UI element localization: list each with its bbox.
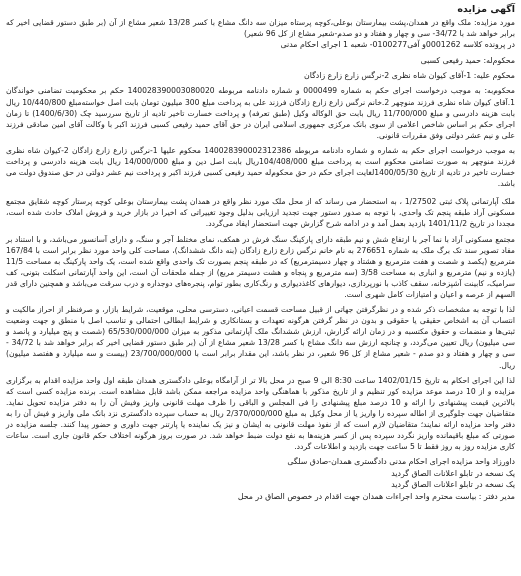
posting-note-2: یک نسخه در تابلو اعلانات الصاق گردید xyxy=(391,480,515,490)
posting-note: یک نسخه در تابلو اعلانات الصاق گردید xyxy=(391,468,515,478)
property-description: ملک آپارتمانی پلاک ثبتی 1/27502 ، به استحضار می رساند که از محل ملک مورد نظر واقع در همدان پشت بیمارستان بوعلی کوچه پرستار کوچه شقایق مجتمع مسکونی آراد طبقه پنجم تک واحدی، با توجه به صدور دستور جهت تجدید ارزیابی بدلیل وجود تغییراتی که اخیرا در بازار خرید و فروش املاک حادث شده است، مجددا در تاریخ 1401/11/2 بازدید بعمل آمد و در ادامه شرح گزارش جهت استحضار ایفاد می‌گردد. xyxy=(6,197,515,229)
notice-title: آگهی مزایده xyxy=(457,4,515,15)
auction-subject: مورد مزایده: ملک واقع در همدان،پشت بیمارستان بوعلی،کوچه پرستاه میزان سه دانگ مشاع با کسر 13/28 شعیر مشاع از آن (بر طبق دستور قضایی اخیر که برابر خواهد شد با 34/72- سی و چهار و هفتاد و دو صدم-شعیر مشاع از کل 96 شعیر) xyxy=(6,18,515,39)
auction-terms: لذا این اجرای احکام به تاریخ 1402/01/15 ساعت 8:30 الی 9 صبح در محل بالا تر از آرامگاه بوعلی دادگستری همدان طبقه اول واحد مزایده اقدام به برگزاری مزایده و از 10 درصد موعد مزایده کور تنظیم و از تاریخ مذکور با هماهنگی واحد مزایده مراجعه ممکن باشد قابل مشاهده است. برنده مزایده کسی است که بالاترین قیمت پیشنهادی را ارائه و 10 درصد مبلغ پیشنهادی را فی المجلس و الباقی را ظرف مهلت قانونی واریز وفیش آن را به دفتر مزایده تحویل نماید. متقاضیان جهت جلوگیری از اطاله سپرده را واریز یا از محل وکیل به مبلغ 2/370/000/000 ریال به حساب سپرده دادگستری نزد بانک ملی واریز و فیش آن را به دفتر واحد مزایده ارائه نمایند؛ متقاضیان لازم است که از نفوذ مهلت قانونی به ایشان و نیز یک نماینده یا پارتنر جهت داوری و حضور پیدا کنند. جلسه مزایده در صورتی که مبلغ باقیمانده واریز نگردد سپرده پس از کسر هزینه‌ها به نفع دولت ضبط خواهد شد. در صورت بروز هرگونه اختلاف حکم قانون جاری است. ساعات کاری مزایده روز به روز فقط تا 5 ساعت جهت بازدید و اطلاعات گردد. xyxy=(6,375,516,452)
office-signature: داورزاد واحد مزایده اجرای احکام مدنی دادگستری همدان-صادق سلگی xyxy=(287,457,515,467)
building-description: مجتمع مسکونی آراد با نما آجر با ارتفاع شش و نیم طبقه دارای پارکینگ سنگ فرش در همکف، نمای مختلط آجر و سنگ، و دارای آسانسور می‌باشد، و با استناد بر مفاد تصویر سند تک برگ ملک به شماره 276651 به نام خانم نرگس زارع زارع زادگان (بنه دانگ ششدانگ)، مساحت کلی واحد مورد نظر برابر است با 167/84 مترمربع (یکصد و شصت و هفت مترمربع و هشتاد و چهار دسیمترمربع) که در طبقه پنجم بصورت تک واحدی واقع شده است، یک واحد پارکینگ به مساحت 11/5 (یازده و نیم) مترمربع و انباری به مساحت 3/58 (سه مترمربع و پنجاه و هشت دسیمتر مربع) از جمله ملحقات آن است، این واحد آپارتمانی اسکلت بتونی، کف سرامیک، کابینت آشپزخانه، سقف کاذب با نورپردازی، دیوارهای کاغذدیواری و رنگ‌کاری بطور توام، پنجره‌های دوجداره و درب سرقت می‌باشد و همچنین دارای قدر السهم از عرصه و اعیان و امتیازات کامل شهری است. xyxy=(6,234,515,299)
defendants-line: محکوم علیه: 1-آقای کیوان شاه نظری 2-نرگس زارع زارع زادگان xyxy=(303,71,515,80)
judgment-paragraph-2: به موجب درخواست اجرای حکم به شماره و شماره دادنامه مربوطه 140028390002312386 محکوم علیها 1-نرگس زارع زارع زادگان 2-کیوان شاه نظری فرزند منوچهر به صورت تضامنی محکوم است به پرداخت مبلغ 104/408/000ریال بابت اصل دین و مبلغ 14/000/000 ریال بابت هزینه دادرسی و پرداخت خسارت تاخیر در تادیه از تاریخ 1400/05/30لغایت اجرای حکم در حق محکوم‌له حمید رفیعی کسبی فرزند اکبر و پرداخت نیم عشر دولتی در حق صندوق دولت می باشد. xyxy=(6,145,516,189)
case-number: در پرونده کلاسه 0001262و آفی0100277- شعبه 1 اجرای احکام مدنی xyxy=(280,40,515,50)
plaintiff-line: محکوم‌له: حمید رفیعی کسبی xyxy=(420,55,515,65)
clerk-note: مدیر دفتر : بیاست محترم واحد اجراءات همدان جهت اقدام در خصوص الصاق در محل xyxy=(237,491,515,501)
valuation-paragraph: لذا با توجه به مشخصات ذکر شده و در نظرگرفتن جهاتی از قبیل مساحت قسمت اعیانی، دسترسی محلی، موقعیت، شرایط بازار، و صرفنظر از احراز مالکیت و انتساب آن به اشخاص حقیقی یا حقوقی و بدون در نظر گرفتن هرگونه تعهدات و بستانکاری و شرایط ابطالی احتمالی و تناسب اصل با منطق و جهت وضعیت ثبتی‌ها و منضمات و حقوق مکتسبه و در زمان ارائه گزارش، ارزش ششدانگ ملک آپارتمانی مذکور به میزان 65/530/000/000 (شصت و پنج میلیارد و پانصد و سی میلیون) ریال تعیین می‌گردد، و چنانچه ارزش سه دانگ مشاع با کسر 13/28 شعیر مشاع از آن (بر طبق دستور قضایی اخیر که برابر خواهد شد با 34/72 - سی و چهار و هفتاد و دو صدم - شعیر مشاع از کل 96 شعیر، در نظر باشد، این مقدار برابر است با 23/700/000/000 (بیست و سه میلیارد و هفتصد میلیون) ریال. xyxy=(6,305,515,370)
judgment-paragraph-1: محکوم‌به: به موجب درخواست اجرای حکم به شماره 0000499 و شماره دادنامه مربوطه 140028390003080020 حکم بر محکومیت تضامنی خواندگان 1.آقای کیوان شاه نظری فرزند منوچهر 2.خانم نرگس زارع زارع زادگان فرزند علی به پرداخت مبلغ 300 میلیون تومان بابت اصل خواسته‌مبلغ 10/440/800 ریال بابت هزینه دادرسی و مبلغ 11/700/000 ریال بابت حق الوکاله وکیل (طبق تعرفه) و پرداخت خسارت تاخیر تادیه از تاریخ سررسید چک (1400/6/30) تا زمان اجرای حکم بر اساس شاخص اعلامی از سوی بانک مرکزی جمهوری اسلامی ایران در حق آقای حمید رفیعی کسبی فرزند اکبر با وکالت آقای امین صادقی فرزند علی و نیم عشر دولتی وفق مقررات قانونی. xyxy=(6,86,515,140)
